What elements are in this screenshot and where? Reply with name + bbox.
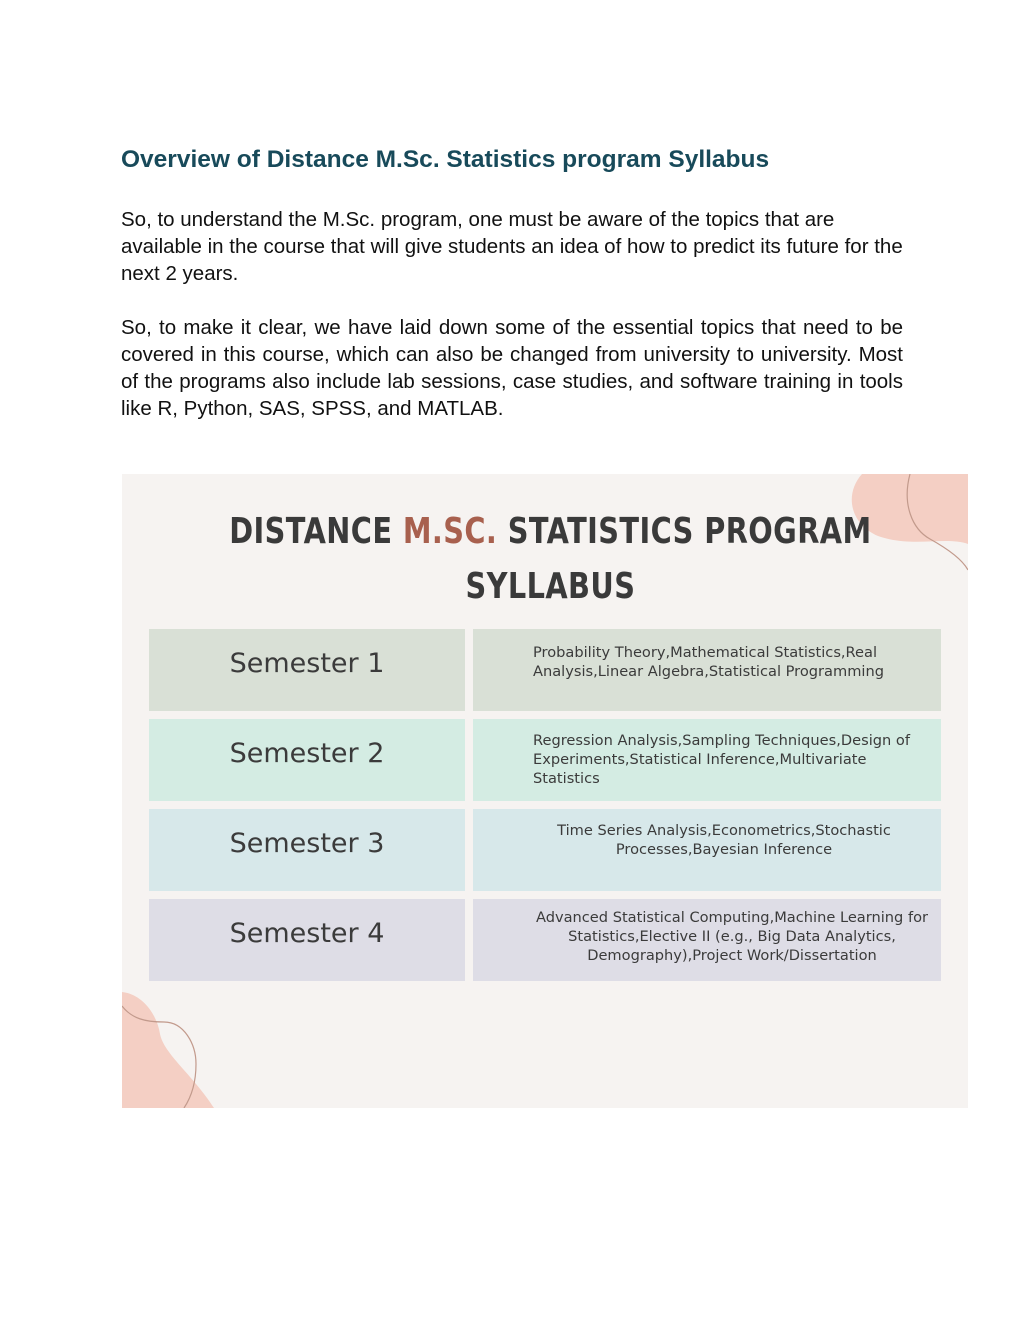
- semester-topics: Regression Analysis,Sampling Techniques,Design of Experiments,Statistical Inference,Multivariate Statistics: [473, 719, 941, 801]
- infographic-title: [212, 504, 889, 614]
- infographic-title-line2: SYLLABUS: [465, 566, 636, 607]
- semester-label: Semester 2: [149, 719, 465, 801]
- semester-topics: Probability Theory,Mathematical Statistics,Real Analysis,Linear Algebra,Statistical Programming: [473, 629, 941, 711]
- bottom-left-blob: [122, 992, 214, 1108]
- semester-row-4: [149, 899, 941, 981]
- syllabus-infographic: [122, 474, 968, 1108]
- semester-label: Semester 1: [149, 629, 465, 711]
- semester-row-1: [149, 629, 941, 711]
- infographic-title-line1: [212, 504, 889, 559]
- semester-label: Semester 4: [149, 899, 465, 981]
- semester-topics: Time Series Analysis,Econometrics,Stochastic Processes,Bayesian Inference: [473, 809, 941, 891]
- intro-paragraph: So, to understand the M.Sc. program, one must be aware of the topics that are available in the course that will give students an idea of how to predict its future for the next 2 years.: [121, 208, 903, 285]
- title-part2: STATISTICS PROGRAM: [497, 511, 872, 552]
- page-title: Overview of Distance M.Sc. Statistics program Syllabus: [121, 146, 770, 173]
- semester-label: Semester 3: [149, 809, 465, 891]
- semester-row-2: [149, 719, 941, 801]
- semester-row-3: [149, 809, 941, 891]
- semester-topics: Advanced Statistical Computing,Machine Learning for Statistics,Elective II (e.g., Big Data Analytics, Demography),Project Work/Dissertation: [473, 899, 941, 981]
- topics-paragraph: So, to make it clear, we have laid down some of the essential topics that need to be covered in this course, which can also be changed from university to university. Most of the programs also include lab sessions, case studies, and software training in tools like R, Python, SAS, SPSS, and MATLAB.: [121, 316, 903, 420]
- title-accent: M.SC.: [402, 511, 498, 552]
- title-part1: DISTANCE: [229, 511, 403, 552]
